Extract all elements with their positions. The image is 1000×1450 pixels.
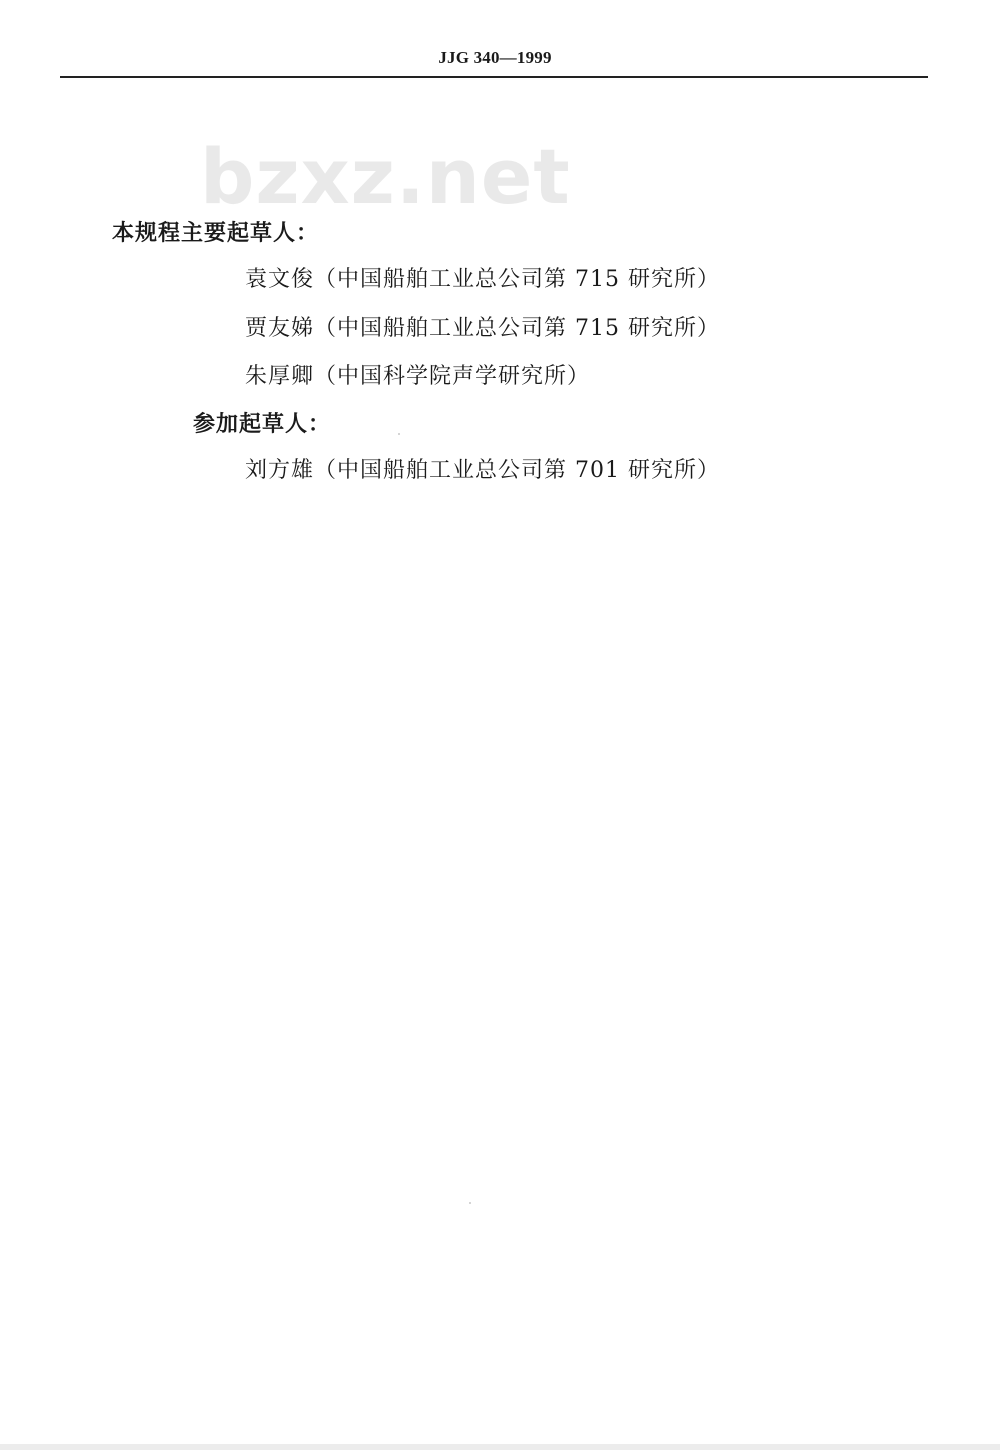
scan-bottom-edge bbox=[0, 1444, 1000, 1450]
drafter-organization: （中国船舶工业总公司第 715 研究所） bbox=[314, 267, 720, 292]
drafter-name: 袁文俊 bbox=[245, 267, 315, 292]
standard-code-header: JJG 340—1999 bbox=[438, 48, 552, 67]
drafter-entry bbox=[245, 311, 720, 342]
drafter-organization: （中国科学院声学研究所） bbox=[314, 364, 591, 389]
drafter-entry bbox=[245, 262, 720, 293]
header-divider bbox=[60, 76, 928, 78]
scan-speck bbox=[469, 1202, 471, 1204]
drafter-organization: （中国船舶工业总公司第 701 研究所） bbox=[314, 458, 720, 483]
watermark: bzxz.net bbox=[200, 132, 571, 221]
drafter-name: 刘方雄 bbox=[245, 458, 315, 483]
participating-drafters-heading: 参加起草人： bbox=[193, 412, 332, 437]
drafter-entry bbox=[245, 453, 720, 484]
scan-speck bbox=[398, 433, 400, 435]
drafter-organization: （中国船舶工业总公司第 715 研究所） bbox=[314, 316, 720, 341]
drafter-name: 朱厚卿 bbox=[245, 364, 315, 389]
drafter-name: 贾友娣 bbox=[245, 316, 315, 341]
main-drafters-heading: 本规程主要起草人： bbox=[112, 221, 320, 246]
drafter-entry bbox=[245, 359, 590, 390]
